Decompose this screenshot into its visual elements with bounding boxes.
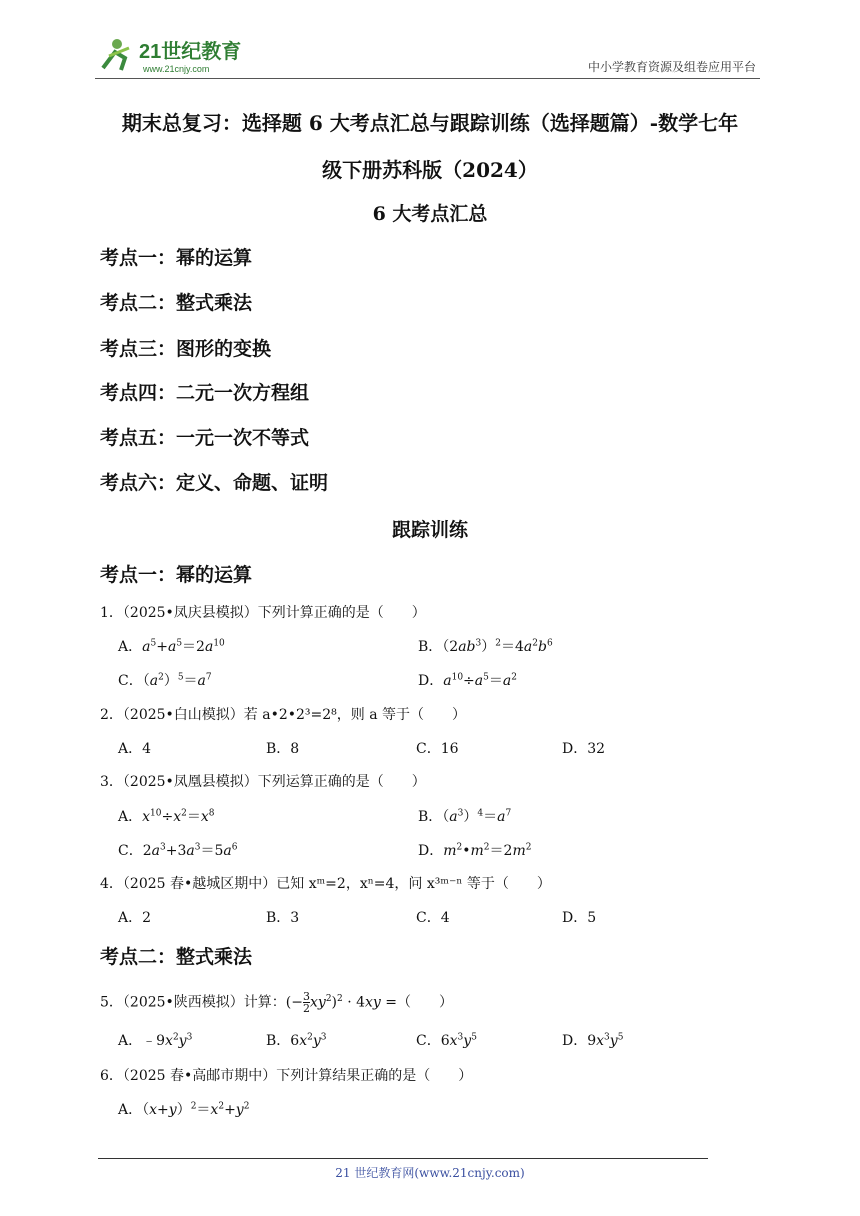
q1-option-b: B．$(2ab^3)^2=4a^2b^6$	[418, 638, 553, 655]
logo-text: 21世纪教育	[139, 41, 242, 63]
q5-option-d: D．$9x^3y^5$	[562, 1032, 624, 1049]
question-6-stem: 6．（2025 春•高邮市期中）下列计算结果正确的是（ ）	[100, 1068, 473, 1084]
summary-heading: 6 大考点汇总	[372, 203, 488, 225]
header-platform-text: 中小学教育资源及组卷应用平台	[587, 60, 756, 74]
question-3-stem: 3．（2025•凤凰县模拟）下列运算正确的是（ ）	[100, 774, 426, 790]
question-2-stem: 2．（2025•白山模拟）若 a•2•2³=2⁸，则 a 等于（ ）	[100, 707, 467, 723]
logo-url: www.21cnjy.com	[143, 64, 210, 74]
kaodian-item: 考点三：图形的变换	[100, 338, 272, 360]
page-header	[95, 30, 760, 79]
q2-option-d: D．32	[562, 741, 606, 757]
q3-option-d: D．$m^2•m^2=2m^2$	[418, 842, 532, 859]
kaodian-item: 考点四：二元一次方程组	[100, 382, 310, 404]
question-1-stem: 1．（2025•凤庆县模拟）下列计算正确的是（ ）	[100, 605, 426, 621]
q2-option-b: B．8	[266, 741, 300, 757]
q1-option-a: A．$a^5+a^5=2a^{10}$	[118, 638, 225, 655]
training-heading: 跟踪训练	[391, 519, 468, 541]
footer-divider	[98, 1158, 708, 1159]
q3-option-a: A．$x^{10}\div x^2=x^8$	[118, 808, 215, 825]
question-4-stem: 4．（2025 春•越城区期中）已知 xᵐ=2，xⁿ=4，问 x³ᵐ⁻ⁿ 等于（ ）	[100, 876, 551, 892]
question-5-stem: 5．（2025•陕西模拟）计算：(− $\frac{3}{2}$ $xy^2)^2 \cdot 4xy$ =（ ）	[100, 990, 454, 1015]
q2-option-a: A．4	[118, 741, 152, 757]
q4-option-d: D．5	[562, 910, 597, 926]
kaodian-item: 考点二：整式乘法	[100, 292, 253, 314]
kaodian-item: 考点六：定义、命题、证明	[100, 472, 329, 494]
q6-option-a: A．$(x+y)^2=x^2+y^2$	[118, 1101, 250, 1118]
q4-option-b: B．3	[266, 910, 300, 926]
title-line-2: 级下册苏科版（2024）	[322, 158, 538, 182]
q1-option-d: D．$a^{10}\div a^5=a^2$	[418, 672, 517, 689]
footer-text: 21 世纪教育网(www.21cnjy.com)	[335, 1166, 525, 1180]
q4-option-a: A．2	[118, 910, 152, 926]
section-heading-2: 考点二：整式乘法	[100, 946, 253, 968]
q2-option-c: C．16	[416, 741, 459, 757]
kaodian-item: 考点一：幂的运算	[100, 247, 253, 269]
q1-option-c: C．$(a^2)^5=a^7$	[118, 672, 212, 689]
title-line-1: 期末总复习：选择题 6 大考点汇总与跟踪训练（选择题篇）-数学七年	[121, 111, 739, 135]
q3-option-b: B．$(a^3)^4=a^7$	[418, 808, 512, 825]
kaodian-item: 考点五：一元一次不等式	[100, 427, 310, 449]
q5-option-c: C．$6x^3y^5$	[416, 1032, 477, 1049]
q5-option-b: B．$6x^2y^3$	[266, 1032, 327, 1049]
q5-option-a: A．$﹣9x^2y^3$	[118, 1032, 193, 1049]
q4-option-c: C．4	[416, 910, 450, 926]
section-heading-1: 考点一：幂的运算	[100, 564, 253, 586]
logo-icon	[95, 30, 265, 76]
q3-option-c: C．$2a^3+3a^3=5a^6$	[118, 842, 238, 859]
